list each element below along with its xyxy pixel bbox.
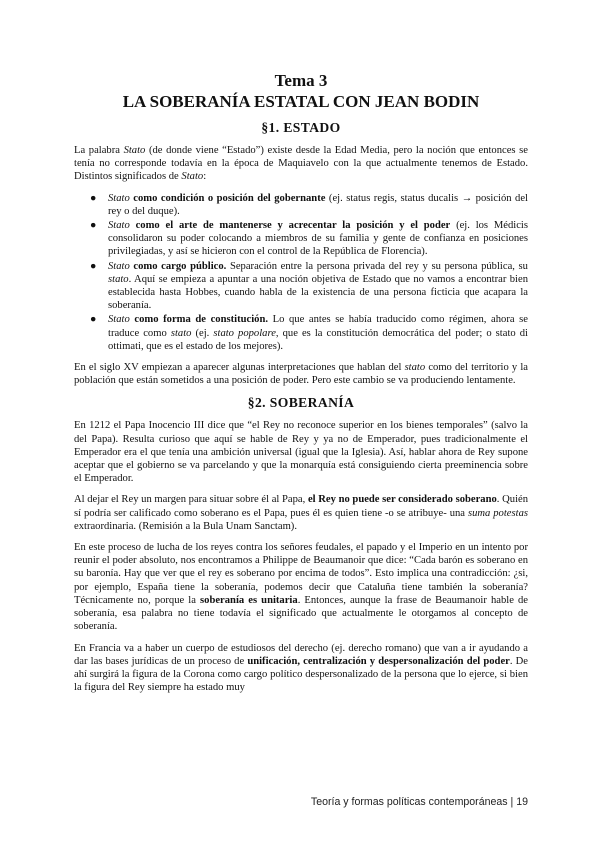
list-item: ● Stato como condición o posición del gobernante (ej. status regis, status ducalis → posición del rey o del duque). <box>90 192 528 217</box>
page-footer: Teoría y formas políticas contemporáneas | 19 <box>310 796 528 808</box>
list-item: ● Stato como cargo público. Separación entre la persona privada del rey y su persona pública, su stato. Aquí se empieza a apuntar a una noción objetiva de Estado que no vamos a encontrar bien establecida hasta Hobbes, cuando habla de la existencia de una persona ficticia que acapara la soberanía. <box>90 260 528 312</box>
paragraph-inocencio: En 1212 el Papa Inocencio III dice que “el Rey no reconoce superior en los bienes temporales” (salvo la del Papa). Resulta curioso que aquí se hable de Rey y ya no de Emperador, pues tradicionalmente el Emperador era el que tenía una ambición universal (igual que la Iglesia). Así, hablar ahora de Rey supone aceptar que el gobierno se va parcelando y que la monarquía está consiguiendo cierta preeminencia sobre el Emperador. <box>74 420 528 485</box>
bullet-icon: ● <box>90 260 97 272</box>
list-item: ● Stato como el arte de mantenerse y acrecentar la posición y el poder (ej. los Médicis consolidaron su poder colocando a miembros de su familia y gente de confianza en posiciones privilegiadas, y así se hicieron con el control de la República de Florencia). <box>90 220 528 258</box>
chapter-title: LA SOBERANÍA ESTATAL CON JEAN BODIN <box>122 92 480 111</box>
paragraph-beaumanoir: En este proceso de lucha de los reyes contra los señores feudales, el papado y el Imperio en un intento por reunir el poder absoluto, nos encontramos a Philippe de Beaumanoir que dice: “Cada barón es soberano en su baronía. Hay que ver que el rey es soberano por encima de todos”. Esto implica una contradicción: ¿si, por ejemplo, España tiene la soberanía, podemos decir que Cataluña tiene también la soberanía? Técnicamente no, porque la soberanía es unitaria. Entonces, aunque la frase de Beaumanoir hable de soberanía, esa palabra no tiene todavía el significado que actualmente le otorgamos al concepto de soberanía. <box>74 542 528 633</box>
section-heading-soberania: §2. SOBERANÍA <box>247 395 355 411</box>
paragraph-intro: La palabra Stato (de donde viene “Estado”) existe desde la Edad Media, pero la noción que entonces se tenía no corresponde todavía en la época de Maquiavelo con la que actualmente tenemos de Estado. Distintos significados de Stato: <box>74 145 528 183</box>
bullet-icon: ● <box>90 192 97 204</box>
document-page <box>74 70 528 702</box>
list-item: ● Stato como forma de constitución. Lo que antes se había traducido como régimen, ahora se traduce como stato (ej. stato popolare, que es la constitución democrática del poder; o stato di ottimati, que es el estado de los mejores). <box>90 314 528 352</box>
meanings-list <box>74 192 528 353</box>
paragraph-siglo-xv: En el siglo XV empiezan a aparecer algunas interpretaciones que hablan del stato como del territorio y la población que están sometidos a una posición de poder. Pero este cambio se va produciendo lentamente. <box>74 362 528 387</box>
bullet-icon: ● <box>90 220 97 232</box>
chapter-number: Tema 3 <box>274 71 328 90</box>
paragraph-francia: En Francia va a haber un cuerpo de estudiosos del derecho (ej. derecho romano) que van a ir ayudando a dar las bases jurídicas de un proceso de unificación, centralización y despersonalización del poder. De ahí surgirá la figura de la Corona como cargo político despersonalizado de la persona que lo ejerce, si bien la figura del Rey siempre ha estado muy <box>74 642 528 694</box>
paragraph-papa-soberano: Al dejar el Rey un margen para situar sobre él al Papa, el Rey no puede ser considerado soberano. Quién sí podría ser calificado como soberano es el Papa, pues él es quien tiene -o se atribuye- una suma potestas extraordinaria. (Remisión a la Bula Unam Sanctam). <box>74 494 529 532</box>
bullet-icon: ● <box>90 314 97 326</box>
section-heading-estado: §1. ESTADO <box>261 120 341 135</box>
